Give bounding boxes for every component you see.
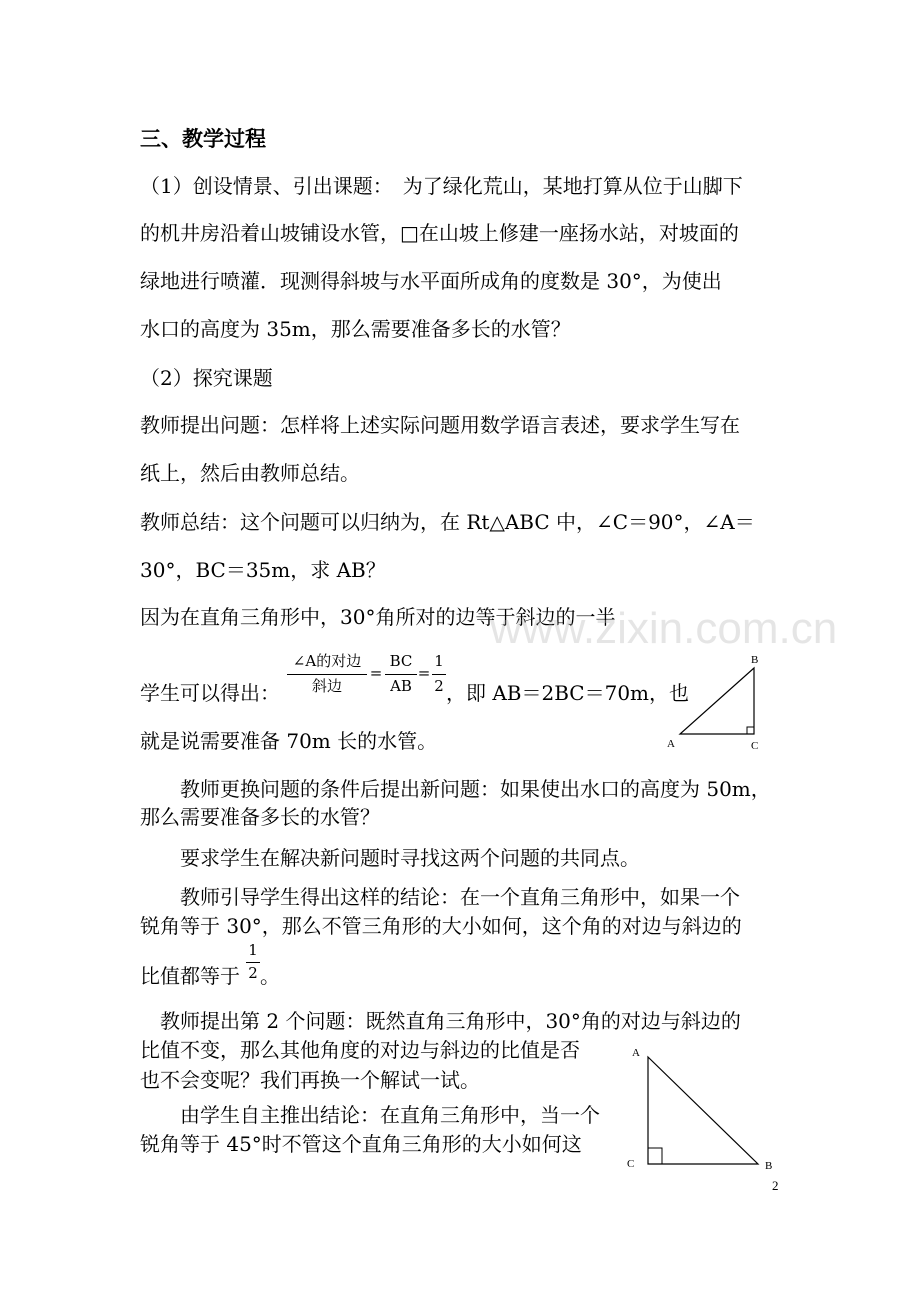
fraction-numerator: BC [389, 652, 413, 670]
paragraph-line: 学生可以得出： [140, 681, 280, 705]
paragraph-line: 就是说需要准备 70m 长的水管。 [140, 729, 438, 753]
paragraph-line: 教师引导学生得出这样的结论：在一个直角三角形中，如果一个 [140, 885, 740, 909]
fraction-denominator: 2 [434, 677, 444, 695]
fraction-numerator: 1 [434, 652, 444, 670]
paragraph-line: 锐角等于 30°，那么不管三角形的大小如何，这个角的对边与斜边的 [140, 914, 742, 938]
paragraph-line: 绿地进行喷灌．现测得斜坡与水平面所成角的度数是 30°，为使出 [140, 269, 722, 293]
fraction-bar [287, 674, 367, 675]
fraction-denominator: AB [390, 677, 412, 695]
vertex-label-c: C [751, 740, 759, 752]
paragraph-line: 要求学生在解决新问题时寻找这两个问题的共同点。 [140, 846, 640, 870]
paragraph-line: 因为在直角三角形中，30°角所对的边等于斜边的一半 [140, 605, 616, 629]
equals-sign: = [369, 664, 383, 682]
paragraph-line: 纸上，然后由教师总结。 [140, 461, 360, 485]
paragraph-line: 教师提出问题：怎样将上述实际问题用数学语言表述，要求学生写在 [140, 413, 740, 437]
paragraph-line: 教师总结：这个问题可以归纳为，在 Rt△ABC 中，∠C＝90°，∠A＝ [140, 510, 755, 534]
vertex-label-c: C [627, 1158, 635, 1170]
paragraph-line: （2）探究课题 [140, 366, 273, 390]
fraction-bar [432, 674, 446, 675]
paragraph-line: 30°，BC＝35m，求 AB？ [140, 558, 386, 582]
paragraph-line: ，即 AB＝2BC＝70m，也 [446, 681, 690, 705]
vertex-label-b: B [765, 1160, 773, 1172]
paragraph-line: 。 [260, 964, 280, 988]
fraction-bar [385, 674, 417, 675]
paragraph-line: 水口的高度为 35m，那么需要准备多长的水管？ [140, 317, 571, 341]
fraction-denominator: 斜边 [311, 677, 342, 695]
vertex-label-a: A [667, 738, 675, 750]
watermark: www.zixin.com.cn [490, 604, 838, 653]
paragraph-line: 那么需要准备多长的水管？ [140, 805, 380, 829]
paragraph-line: 教师更换问题的条件后提出新问题：如果使出水口的高度为 50m， [140, 777, 771, 801]
paragraph-line: 锐角等于 45°时不管这个直角三角形的大小如何这 [140, 1132, 582, 1156]
page-number: 2 [772, 1178, 779, 1193]
paragraph-line: （1）创设情景、引出课题： 为了绿化荒山，某地打算从位于山脚下 [140, 174, 743, 198]
paragraph-line: 的机井房沿着山坡铺设水管，□在山坡上修建一座扬水站，对坡面的 [140, 221, 739, 245]
paragraph-line: 也不会变呢？我们再换一个解试一试。 [140, 1068, 480, 1092]
fraction-numerator: 1 [248, 941, 258, 959]
equals-sign: = [417, 664, 431, 682]
vertex-label-a: A [632, 1047, 640, 1059]
fraction-bar [246, 962, 260, 963]
paragraph-line: 教师提出第 2 个问题：既然直角三角形中，30°角的对边与斜边的 [140, 1009, 741, 1033]
vertex-label-b: B [751, 654, 759, 666]
paragraph-line: 由学生自主推出结论：在直角三角形中，当一个 [140, 1103, 600, 1127]
paragraph-line: 比值都等于 [140, 964, 240, 988]
triangle-figure-45 [630, 1040, 780, 1180]
paragraph-line: 比值不变，那么其他角度的对边与斜边的比值是否 [140, 1038, 580, 1062]
fraction-numerator: ∠A的对边 [292, 652, 362, 670]
section-title: 三、教学过程 [140, 126, 266, 151]
fraction-denominator: 2 [248, 964, 258, 982]
